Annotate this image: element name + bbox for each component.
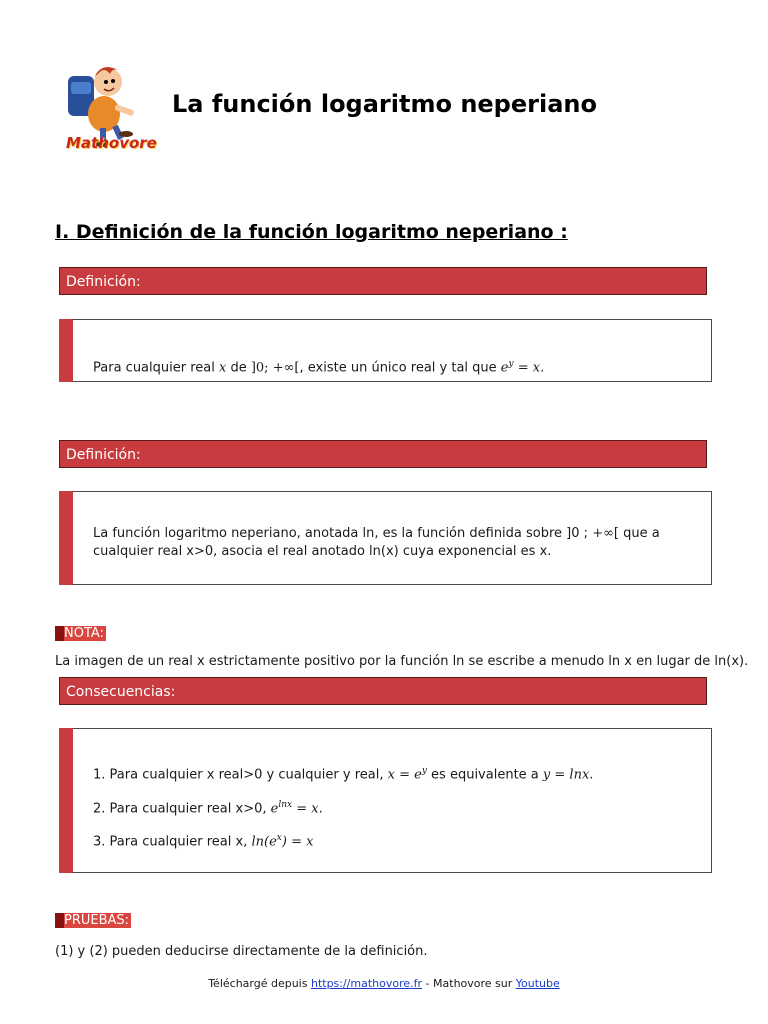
youtube-link[interactable]: Youtube <box>515 977 560 990</box>
page-footer: Téléchargé depuis https://mathovore.fr - Mathovore sur Youtube <box>208 977 560 990</box>
mathovore-link[interactable]: https://mathovore.fr <box>310 977 423 990</box>
box-accent-stripe <box>59 491 73 585</box>
consequence-item-2: 2. Para cualquier real x>0, $e^{lnx} = x$. <box>93 800 323 817</box>
pruebas-text: (1) y (2) pueden deducirse directamente de la definición. <box>55 944 428 959</box>
definition-bar-2: Definición: <box>59 440 707 468</box>
box-accent-stripe <box>59 319 73 382</box>
nota-tag: NOTA: <box>55 622 106 641</box>
consequence-item-3: 3. Para cualquier real x, $\ln(e^x) = x$ <box>93 833 314 850</box>
consequence-item-1: 1. Para cualquier x real>0 y cualquier y real, $x = e^y$ es equivalente a y = lnx. <box>93 766 594 783</box>
definition-text-2: La función logaritmo neperiano, anotada ln, es la función definida sobre ]0 ; +∞[ que a cualquier real x>0, asocia el real anotado ln(x) cuya exponencial es x. <box>93 526 660 559</box>
nota-text: La imagen de un real x estrictamente positivo por la función ln se escribe a menudo ln x en lugar de ln(x). <box>55 654 749 669</box>
logo-wordmark: Mathovore <box>66 134 157 152</box>
section-heading: I. Definición de la función logaritmo neperiano : <box>55 221 568 243</box>
definition-text-1: Para cualquier real x de ]0; +∞[, existe un único real y tal que $e^y = x$. <box>93 359 545 376</box>
consequences-box <box>59 728 712 873</box>
definition-box-2 <box>59 491 712 585</box>
definition-bar-1: Definición: <box>59 267 707 295</box>
definition-box-1 <box>59 319 712 382</box>
box-accent-stripe <box>59 728 73 873</box>
pruebas-tag: PRUEBAS: <box>55 909 131 928</box>
page-title: La función logaritmo neperiano <box>172 90 597 118</box>
mathovore-logo <box>62 58 158 154</box>
consequences-bar: Consecuencias: <box>59 677 707 705</box>
